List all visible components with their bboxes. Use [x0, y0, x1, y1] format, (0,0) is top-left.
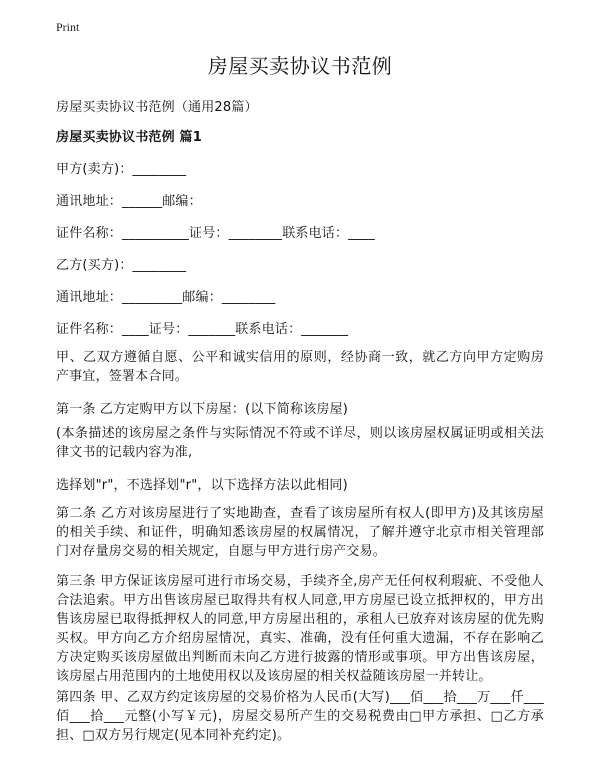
article-1-note: (本条描述的该房屋之条件与实际情况不符或不详尽，则以该房屋权属证明或相关法律文书的记载内容为准,	[56, 426, 544, 460]
intro-paragraph: 甲、乙双方遵循自愿、公平和诚实信用的原则，经协商一致，就乙方向甲方定购房产事宜，签署本合同。	[56, 350, 544, 384]
print-link[interactable]: Print	[56, 20, 80, 34]
article-2: 第二条 乙方对该房屋进行了实地勘查，查看了该房屋所有权人(即甲方)及其该房屋的相关手续、和证件，明确知悉该房屋的权属情况，了解并遵守北京市相关管理部门对存量房交易的相关规定，自愿与甲方进行房产交易。	[56, 506, 544, 559]
document-subtitle: 房屋买卖协议书范例（通用28篇）	[56, 100, 258, 115]
article-1: 第一条 乙方定购甲方以下房屋：(以下简称该房屋)	[56, 402, 349, 417]
article-4: 第四条 甲、乙双方约定该房屋的交易价格为人民币(大写)___佰___拾___万___仟___佰___拾___元整(小写￥元)，房屋交易所产生的交易税费由□甲方承担、□乙方承担、□双方另行规定(见本同补充约定)。	[56, 690, 544, 743]
party-a-id-line: 证件名称：__________证号：________联系电话：____	[56, 226, 376, 241]
party-b-line: 乙方(买方)：________	[56, 258, 187, 273]
party-a-line: 甲方(卖方)：________	[56, 162, 187, 177]
article-1-selection-note: 选择划"r"，不选择划"r"，以下选择方法以此相同)	[56, 478, 348, 493]
article-3: 第三条 甲方保证该房屋可进行市场交易，手续齐全,房产无任何权利瑕疵、不受他人合法追索。甲方出售该房屋已取得共有权人同意,甲方房屋已设立抵押权的，甲方出售该房屋已取得抵押权人的同意,甲方房屋出租的，承租人已放弃对该房屋的优先购买权。甲方向乙方介绍房屋情况，真实、准确，没有任何重大遗漏，不存在影响乙方决定购买该房屋做出判断而未向乙方进行披露的情形或事项。甲方出售该房屋，该房屋占用范围内的土地使用权以及该房屋的相关权益随该房屋一并转让。	[56, 574, 544, 684]
section-heading: 房屋买卖协议书范例 篇1	[56, 130, 202, 145]
party-a-address-line: 通讯地址：______邮编：	[56, 194, 202, 209]
party-b-id-line: 证件名称：____证号：_______联系电话：_______	[56, 322, 349, 337]
document-title: 房屋买卖协议书范例	[207, 54, 393, 78]
party-b-address-line: 通讯地址：_________邮编：________	[56, 290, 276, 305]
